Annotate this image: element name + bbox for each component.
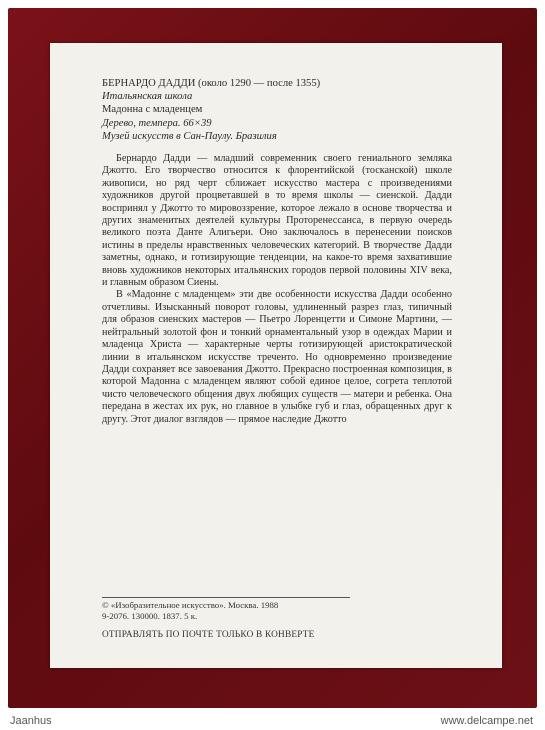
mail-instruction: ОТПРАВЛЯТЬ ПО ПОЧТЕ ТОЛЬКО В КОНВЕРТЕ <box>102 630 315 640</box>
publisher-imprint <box>102 600 278 622</box>
description-text <box>102 153 452 426</box>
footer-divider <box>102 597 350 598</box>
artwork-title: Мадонна с младенцем <box>102 104 203 116</box>
print-details: 9-2076. 130000. 1837. 5 к. <box>102 611 198 621</box>
postcard-back <box>50 43 502 668</box>
museum-location: Музей искусств в Сан-Паулу. Бразилия <box>102 130 277 142</box>
site-watermark: www.delcampe.net <box>440 715 533 727</box>
seller-watermark: Jaanhus <box>10 715 52 727</box>
artwork-caption <box>102 77 492 143</box>
paragraph-2: В «Мадонне с младенцем» эти две особенности искусства Дадди особенно отчетливы. Изысканный поворот головы, удлиненный разрез глаз, типичный для образов сиенских мастеров — Пьетро Лоренцетти и Симоне Мартини, — нейтральный золотой фон и тонкий орнаментальный узор в одеждах Марии и младенца Христа — характерные черты готизирующей аристократической линии в итальянском искусстве тречентo. Но одновременно произведение Дадди сохраняет все завоевания Джотто. Прекрасно построенная композиция, в которой Мадонна с младенцем являют собой единое целое, согрета теплотой чисто человеческого общения двух любящих существ — матери и ребенка. Она передана в жестах их рук, но главное в улыбке губ и глаз, обращенных друг к другу. Этот диалог взглядов — прямое наследие Джотто <box>102 289 452 425</box>
paragraph-1: Бернардо Дадди — младший современник своего гениального земляка Джотто. Его творчество относится к флорентийской (тосканской) школе живописи, но ряд черт сближает искусство мастера с произведениями художников другой процветавшей в то время школы — сиенской. Дадди воспринял у Джотто то мировоззрение, которое лежало в основе творчества и других знаменитых деятелей культуры Протоpенессанса, в первую очередь великого поэта Данте Алигьери. Оно заключалось в перенесении поисков истины в пределы нравственных человеческих категорий. В творчестве Дадди заметны, однако, и готизирующие тенденции, на какое-то время захватившие вновь художников некоторых итальянских городов первой половины XIV века, и главным образом Сиены. <box>102 153 452 289</box>
publisher-line: © «Изобразительное искусство». Москва. 1988 <box>102 600 279 610</box>
medium-dimensions: Дерево, темпера. 66×39 <box>102 117 212 129</box>
school: Итальянская школа <box>102 91 193 103</box>
artist-name-dates: БЕРНАРДО ДАДДИ (около 1290 — после 1355) <box>102 78 321 89</box>
